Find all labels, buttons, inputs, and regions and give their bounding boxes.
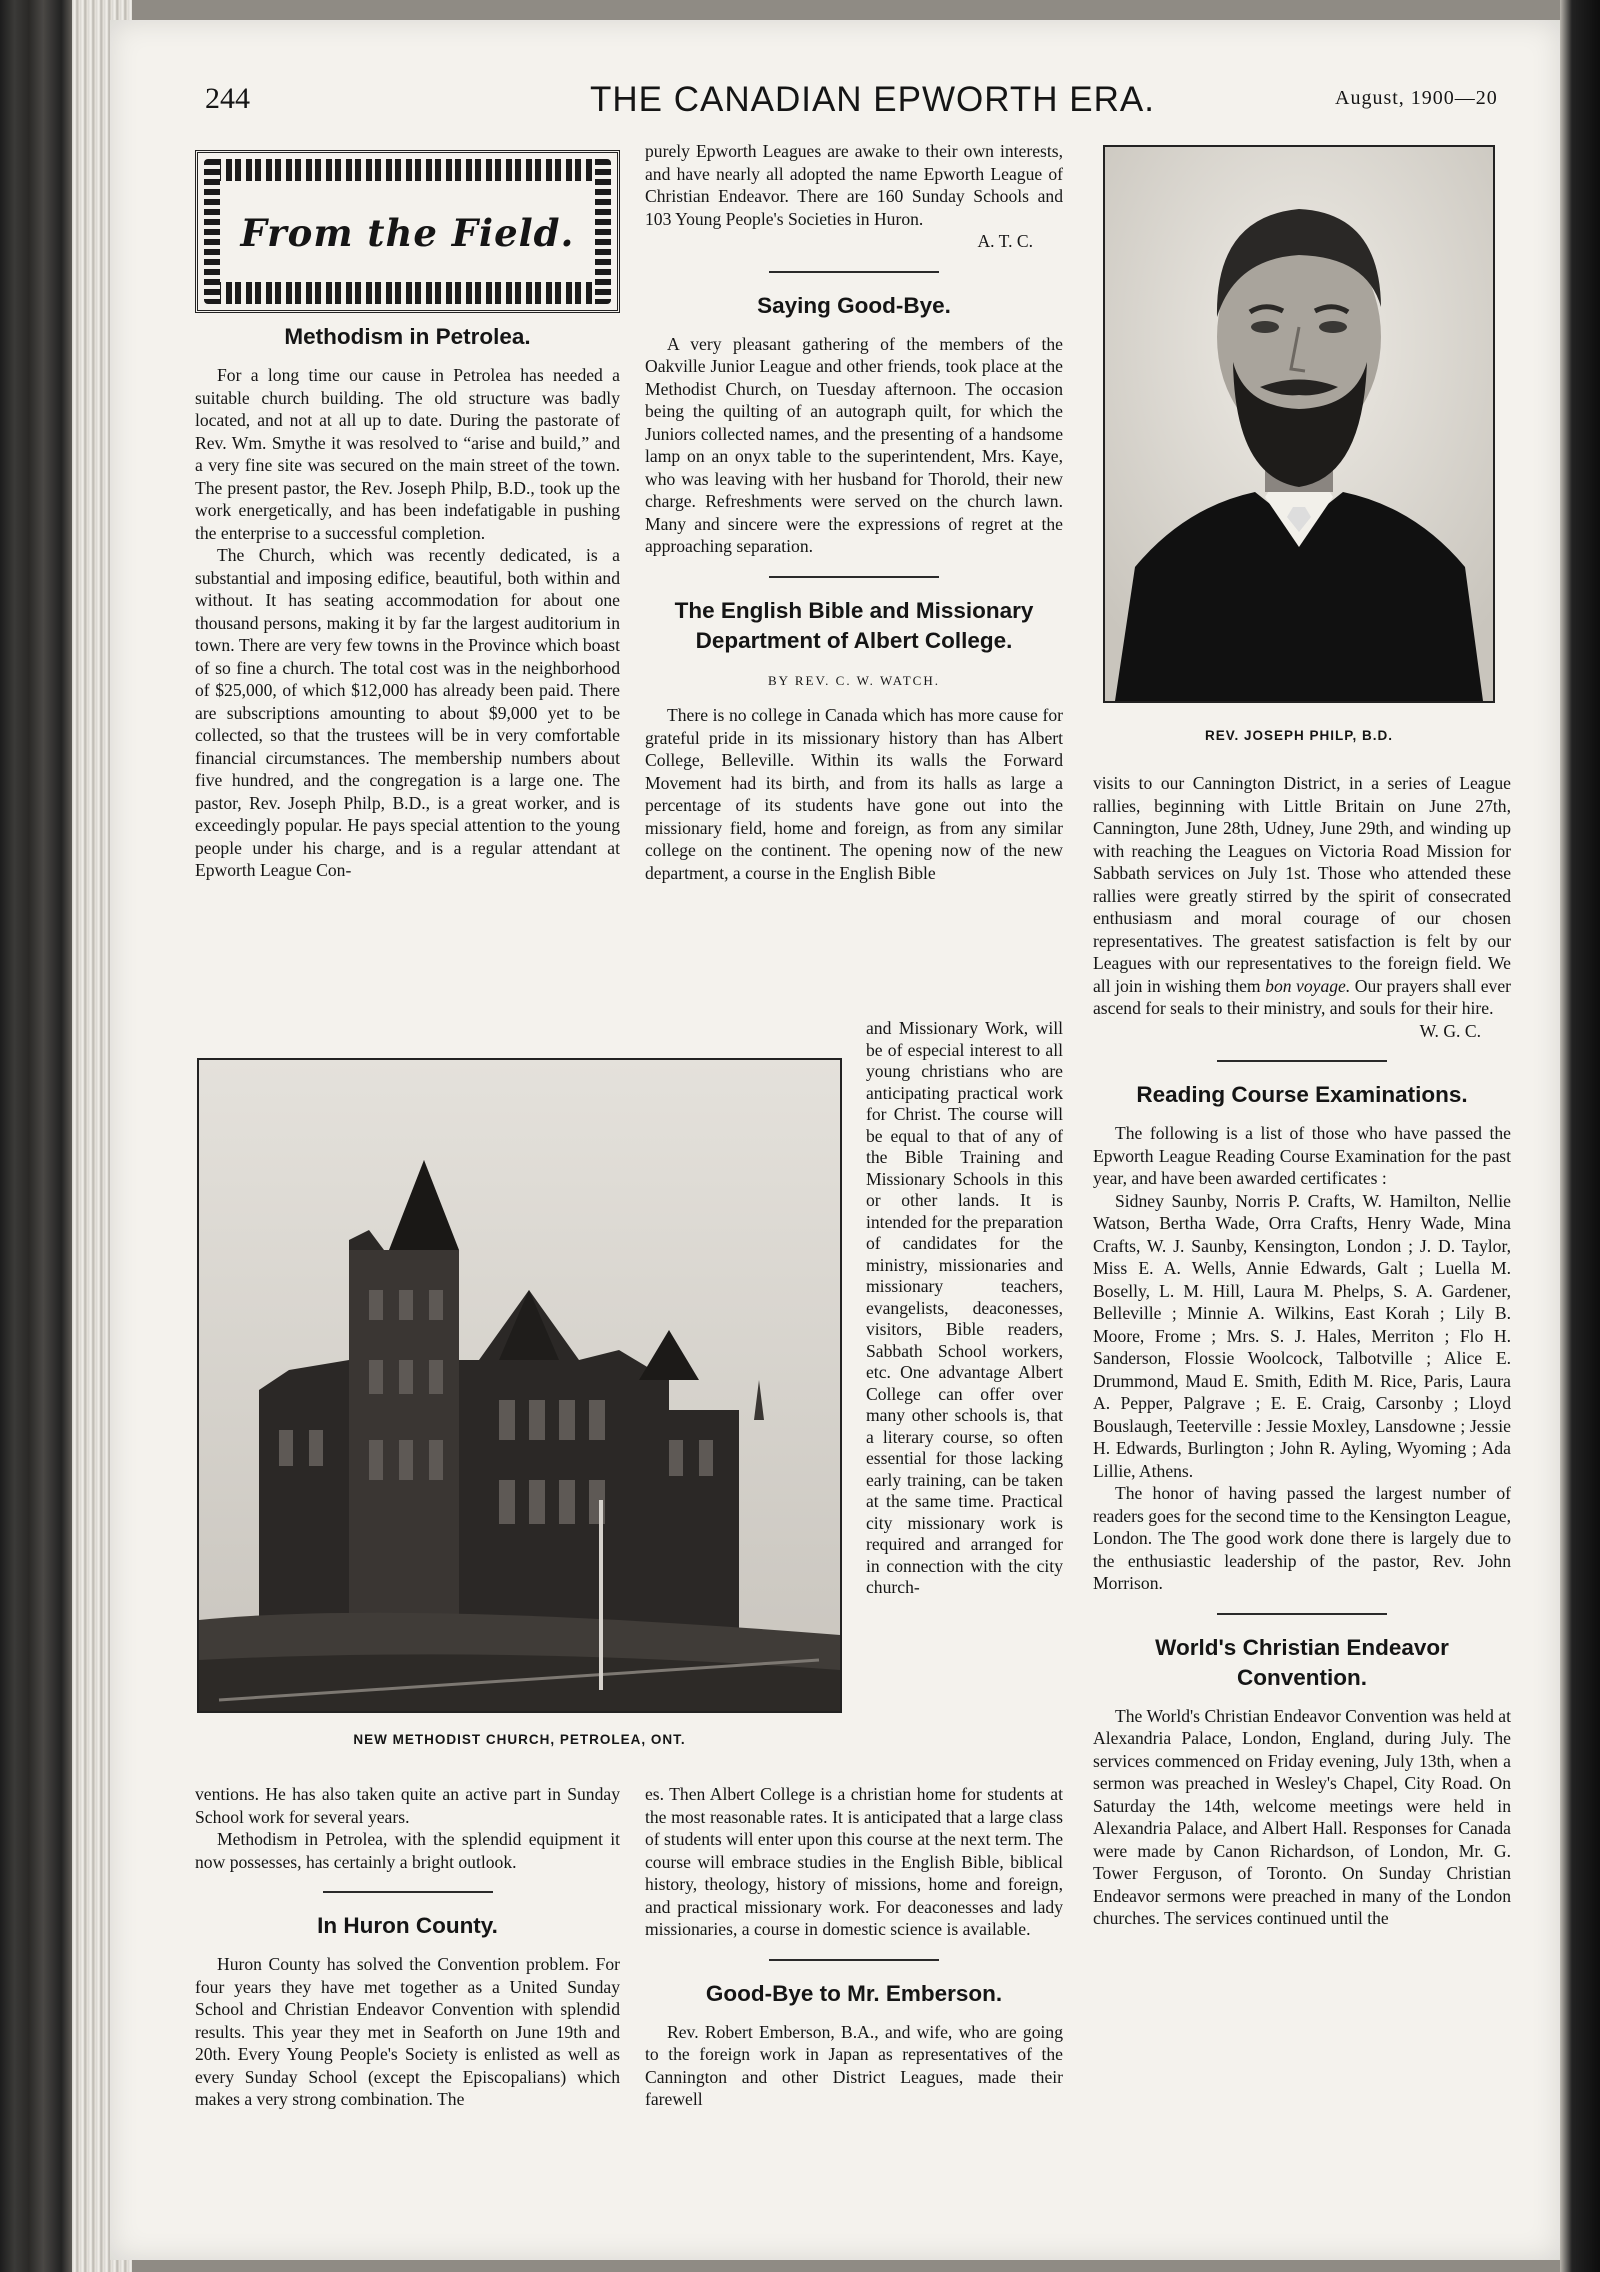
paragraph: For a long time our cause in Petrolea has needed a suitable church building. The old structure was badly located, and not at all up to date. During the pastorate of Rev. Wm. Smythe it was resolved to “arise and build,” and a very fine site was secured on the main street of the town. The present pastor, the Rev. Joseph Philp, B.D., took up the work energetically, and has been indefatigable in pushing the enterprise to a successful completion. <box>195 365 620 543</box>
paragraph: Methodism in Petrolea, with the splendid equipment it now possesses, has certainly a bright outlook. <box>195 1829 620 1872</box>
portrait-photo <box>1103 145 1495 703</box>
headline-endeavor-line1: World's Christian Endeavor <box>1155 1634 1449 1660</box>
ornament-border-top <box>206 159 609 181</box>
headline-bible-line2: Department of Albert College. <box>695 627 1013 653</box>
church-illustration <box>199 1060 840 1711</box>
paragraph: Huron County has solved the Convention problem. For four years they have met together as a United Sunday School and Christian Endeavor Convention with splendid results. This year they met in Seaforth on June 19th and 20th. Every Young People's Society is enlisted as well as every Sunday School (except the Episcopalians) which makes a very strong combination. The <box>195 1954 620 2109</box>
headline-huron: In Huron County. <box>317 1913 498 1938</box>
signature: W. G. C. <box>1419 1020 1481 1041</box>
paragraph: Sidney Saunby, Norris P. Crafts, W. Hamilton, Nellie Watson, Bertha Wade, Orra Crafts, Henry Wade, Mina Crafts, W. J. Saunby, Kensington, London ; J. D. Taylor, Miss E. A. Wells, Annie Edwards, Galt ; Luella M. Boselly, L. M. Hill, Laura M. Phelps, S. A. Gardener, Belleville ; Minnie A. Wilkins, East Korah ; Lily B. Moore, Frome ; Mrs. S. J. Hales, Merriton ; Flo H. Sanderson, Flossie Woolcock, Talbotville ; Alice E. Drummond, Maud E. Smith, Edith M. Rice, Paris, Laura A. Pepper, Palgrave ; E. E. Craig, Carsonby ; Lloyd Bouslaugh, Teeterville : Jessie Moxley, Lansdowne ; Jessie H. Edwards, Burlington ; John R. Ayling, Wyoming ; Ada Lillie, Athens. <box>1093 1190 1511 1481</box>
issue-date: August, 1900—20 <box>1335 87 1498 109</box>
column-1-bottom <box>195 1783 620 2111</box>
divider <box>1217 1613 1387 1615</box>
headline-reading-course: Reading Course Examinations. <box>1136 1082 1468 1107</box>
divider <box>323 1891 493 1893</box>
paragraph: Rev. Robert Emberson, B.A., and wife, who are going to the foreign work in Japan as representatives of the Cannington and other District Leagues, made their farewell <box>645 2021 1063 2109</box>
text-span: visits to our Cannington District, in a series of League rallies, beginning with Little Britain on June 27th, Cannington, June 28th, Udney, June 29th, and winding up with reaching the Leagues on Victoria Road Mission for Sabbath services on July 1st. Those who attended these rallies were greatly stirred by the spirit of consecrated enthusiasm and moral courage of our chosen representatives. The greatest satisfaction is felt by our Leagues with our representatives to the foreign field. We all join in wishing them <box>1093 773 1511 996</box>
byline: BY REV. C. W. WATCH. <box>768 672 940 688</box>
divider <box>1217 1060 1387 1062</box>
paragraph: es. Then Albert College is a christian home for students at the most reasonable rates. It is anticipated that a large class of students will enter upon this course at the next term. The course will embrace studies in the English Bible, biblical history, theology, history of missions, home and foreign, and practical missionary work. For deaconesses and lady missionaries, a course in domestic science is available. <box>645 1784 1063 1939</box>
paragraph: The following is a list of those who have passed the Epworth League Reading Course Examination for the past year, and have been awarded certificates : <box>1093 1123 1511 1188</box>
paragraph: ventions. He has also taken quite an active part in Sunday School work for several years. <box>195 1784 620 1827</box>
paragraph <box>1093 772 1511 1020</box>
column-2-bottom <box>645 1783 1063 2111</box>
column-2-top <box>645 140 1063 884</box>
paragraph: There is no college in Canada which has more cause for grateful pride in its missionary history than has Albert College, Belleville. Within its walls the Forward Movement had its birth, and from its halls as large a percentage of its students have gone out into the missionary field, home and foreign, as from any similar college on the continent. The opening now of the new department, a course in the English Bible <box>645 705 1063 883</box>
column-3 <box>1093 772 1511 1930</box>
church-photo <box>197 1058 842 1713</box>
column-2-narrow <box>866 1018 1063 1599</box>
publication-title: THE CANADIAN EPWORTH ERA. <box>590 80 1155 119</box>
text-span-italic: bon voyage. <box>1265 975 1351 996</box>
headline-endeavor-line2: Convention. <box>1237 1664 1367 1690</box>
headline-methodism: Methodism in Petrolea. <box>284 324 531 349</box>
column-1-top <box>195 322 620 882</box>
paragraph: The Church, which was recently dedicated, is a substantial and imposing edifice, beautiful, both within and without. It has seating accommodation for about one thousand persons, making it by far the largest auditorium in town. There are very few towns in the Province which boast of so fine a church. The total cost was in the neighborhood of $25,000, of which $12,000 has already been paid. There are subscriptions amounting to about $9,000 yet to be collected, so that the trustees will be in very comfortable financial circumstances. The membership numbers about five hundred, and the congregation is a large one. The pastor, Rev. Joseph Philp, B.D., is a great worker, and is exceedingly popular. He pays special attention to the young people under his charge, and is a regular attendant at Epworth League Con- <box>195 545 620 880</box>
from-the-field-banner <box>195 150 620 313</box>
banner-title: From the Field. <box>240 211 575 255</box>
paragraph: and Missionary Work, will be of especial interest to all young christians who are anticipating practical work for Christ. The course will be equal to that of any of the Bible Training and Missionary Schools in this or other lands. It is intended for the preparation of candidates for the ministry, missionaries and missionary teachers, evangelists, deaconesses, visitors, Bible readers, Sabbath School workers, etc. One advantage Albert College can offer over many other schools is, that a literary course, so often essential for those lacking early training, can be taken at the same time. Practical city missionary work is required and arranged for in connection with the city church- <box>866 1018 1063 1597</box>
paragraph: The honor of having passed the largest number of readers goes for the second time to the Kensington League, London. The The good work done there is largely due to the enthusiastic leadership of the pastor, Rev. John Morrison. <box>1093 1483 1511 1593</box>
page-right-edge <box>1560 0 1600 2272</box>
text-span: Our prayers shall ever ascend for seals to their ministry, and souls for their hire. <box>1093 975 1511 1018</box>
headline-bible-line1: The English Bible and Missionary <box>674 597 1034 623</box>
ornament-border-bottom <box>206 282 609 304</box>
divider <box>769 271 939 273</box>
paragraph: The World's Christian Endeavor Convention was held at Alexandria Palace, London, England, during July. The services commenced on Friday evening, July 13th, when a sermon was preached in Wesley's Chapel, City Road. On Saturday the 14th, welcome meetings were held in Alexandria Palace, and Albert Hall. Responses for Canada were made by Canon Richardson, of London, Mr. G. Tower Ferguson, of Toronto. On Sunday Christian Endeavor sermons were preached in many of the London churches. The services continued until the <box>1093 1705 1511 1928</box>
signature: A. T. C. <box>977 231 1033 251</box>
book-spine <box>0 0 72 2272</box>
portrait-caption: REV. JOSEPH PHILP, B.D. <box>1204 728 1394 743</box>
paragraph: A very pleasant gathering of the members of the Oakville Junior League and other friends, took place at the Methodist Church, on Tuesday afternoon. The occasion being the quilting of an autograph quilt, for which the Juniors collected names, and the presenting of a handsome lamp on an onyx table to the superintendent, Mrs. Kaye, who was leaving with her husband for Thorold, their new charge. Refreshments were served on the church lawn. Many and sincere were the expressions of regret at the approaching separation. <box>645 333 1063 556</box>
paragraph: purely Epworth Leagues are awake to their own interests, and have nearly all adopted the name Epworth League of Christian Endeavor. There are 160 Sunday Schools and 103 Young People's Societies in Huron. <box>645 141 1063 229</box>
headline-emberson: Good-Bye to Mr. Emberson. <box>705 1980 1003 2006</box>
divider <box>769 576 939 578</box>
headline-saying-good-bye: Saying Good-Bye. <box>757 292 951 318</box>
church-caption: NEW METHODIST CHURCH, PETROLEA, ONT. <box>353 1732 686 1747</box>
portrait-illustration <box>1105 147 1493 701</box>
page-number: 244 <box>205 82 250 115</box>
divider <box>769 1959 939 1961</box>
